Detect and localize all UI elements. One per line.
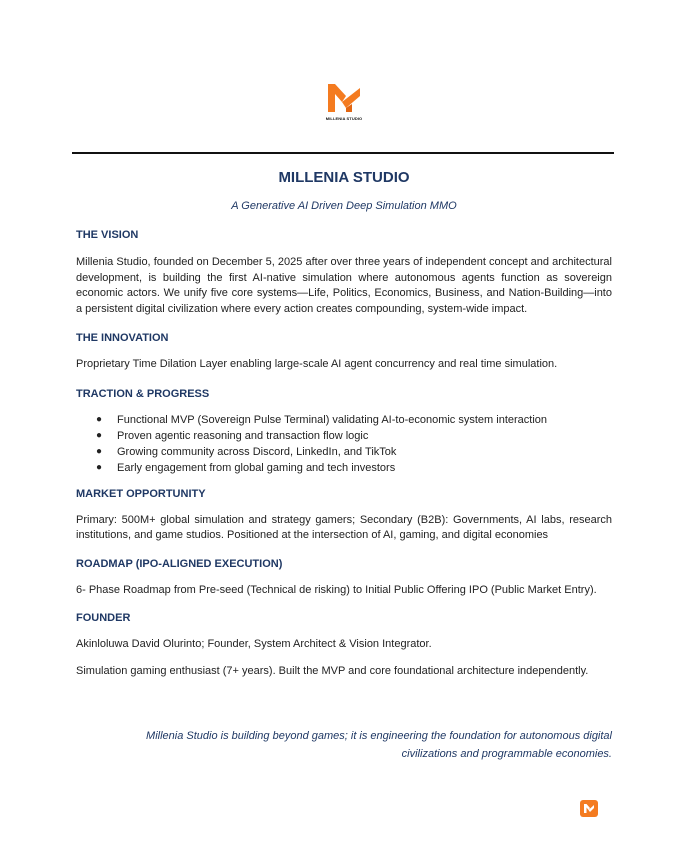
list-item-text: Proven agentic reasoning and transaction flow logic [117,429,369,442]
list-item-text: Early engagement from global gaming and tech investors [117,461,396,474]
roadmap-body: 6- Phase Roadmap from Pre-seed (Technical de risking) to Initial Public Offering IPO (Public Market Entry). [76,583,597,596]
page-subtitle: A Generative AI Driven Deep Simulation MMO [231,200,457,212]
roadmap-heading: ROADMAP (IPO-ALIGNED EXECUTION) [76,557,283,570]
list-item [76,428,612,444]
list-item-text: Functional MVP (Sovereign Pulse Terminal) validating AI-to-economic system interaction [117,413,548,426]
list-item [76,412,612,428]
logo-text: MILLENIA STUDIO [325,116,363,121]
bullet-icon: ● [96,445,103,457]
list-item [76,460,612,476]
vision-body: Millenia Studio, founded on December 5, 2025 after over three years of independent concept and architectural development, is building the first AI-native simulation where autonomous agents function as sovereign economic actors. We unify five core systems—Life, Politics, Economics, Business, and Nation-Building—into a persistent digital civilization where every action creates compounding, system-wide impact. [76,256,612,315]
market-heading: MARKET OPPORTUNITY [76,487,206,500]
founder-heading: FOUNDER [76,612,131,624]
traction-heading: TRACTION & PROGRESS [76,387,210,400]
founder-line-1: Akinloluwa David Olurinto; Founder, System Architect & Vision Integrator. [76,638,432,650]
founder-line-2: Simulation gaming enthusiast (7+ years). Built the MVP and core foundational architecture independently. [76,664,589,677]
list-item [76,444,612,460]
document-body [76,224,612,679]
closing-line-1: Millenia Studio is building beyond games; it is engineering the foundation for autonomous digital [146,730,612,742]
millenia-footer-icon [580,800,598,817]
market-body: Primary: 500M+ global simulation and strategy gamers; Secondary (B2B): Governments, AI labs, research institutions, and game studios. Positioned at the intersection of AI, gaming, and digital economies [76,513,612,541]
bullet-icon: ● [96,413,103,425]
header-divider [72,152,614,154]
list-item-text: Growing community across Discord, LinkedIn, and TikTok [117,445,397,458]
bullet-icon: ● [96,461,103,473]
closing-statement [100,727,612,763]
innovation-heading: THE INNOVATION [76,332,169,344]
innovation-body: Proprietary Time Dilation Layer enabling large-scale AI agent concurrency and real time simulation. [76,358,558,370]
page-title: MILLENIA STUDIO [278,169,410,186]
bullet-icon: ● [96,429,103,441]
traction-list [76,412,612,476]
vision-heading: THE VISION [76,229,139,241]
closing-line-2: civilizations and programmable economies. [401,748,612,760]
